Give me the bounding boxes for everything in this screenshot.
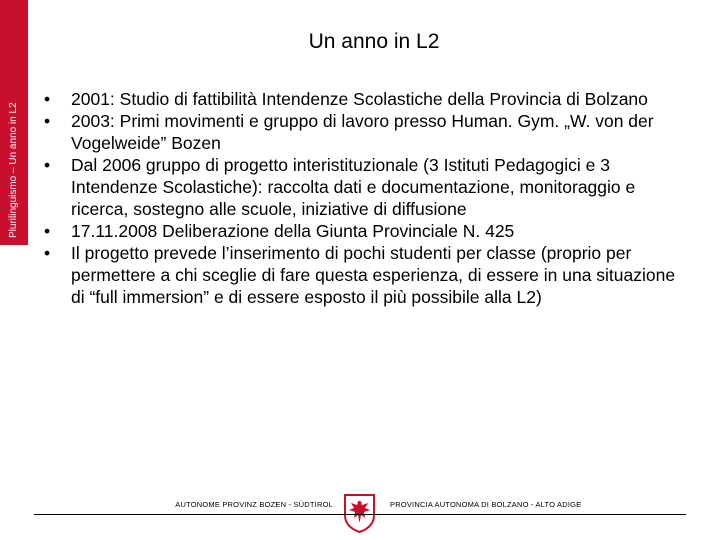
list-item: • Il progetto prevede l’inserimento di pochi studenti per classe (proprio per permettere a chi sceglie di fare questa esperienza, di essere in una situazione di “full immersion” e di essere esposto il più possibile alla L2) [44,243,676,307]
footer-right-text: PROVINCIA AUTONOMA DI BOLZANO - ALTO ADIGE [390,500,582,509]
list-item: • 2001: Studio di fattibilità Intendenze Scolastiche della Provincia di Bolzano [44,89,648,109]
footer-left-text: AUTONOME PROVINZ BOZEN - SÜDTIROL [175,500,333,509]
list-item: • 2003: Primi movimenti e gruppo di lavoro presso Human. Gym. „W. von der Vogelweide” Bozen [44,111,654,153]
list-item: • Dal 2006 gruppo di progetto interistituzionale (3 Istituti Pedagogici e 3 Intendenze Scolastiche): raccolta dati e documentazione, monitoraggio e ricerca, sostegno alle scuole, iniziative di diffusione [44,155,636,219]
slide-title: Un anno in L2 [308,30,440,53]
list-item: • 17.11.2008 Deliberazione della Giunta Provinciale N. 425 [44,221,515,241]
bullet-dot-icon: • [44,243,51,263]
sidebar-label: Plurilinguismo – Un anno in L2 [8,102,19,238]
sidebar [0,0,28,540]
bullet-dot-icon: • [44,221,51,241]
bullet-dot-icon: • [44,155,51,175]
bullet-dot-icon: • [44,89,51,109]
eagle-coat-of-arms-icon [343,493,376,533]
sidebar-red-band [0,0,28,245]
bullet-dot-icon: • [44,111,51,131]
footer-divider [34,514,686,515]
bullet-list [44,88,684,308]
